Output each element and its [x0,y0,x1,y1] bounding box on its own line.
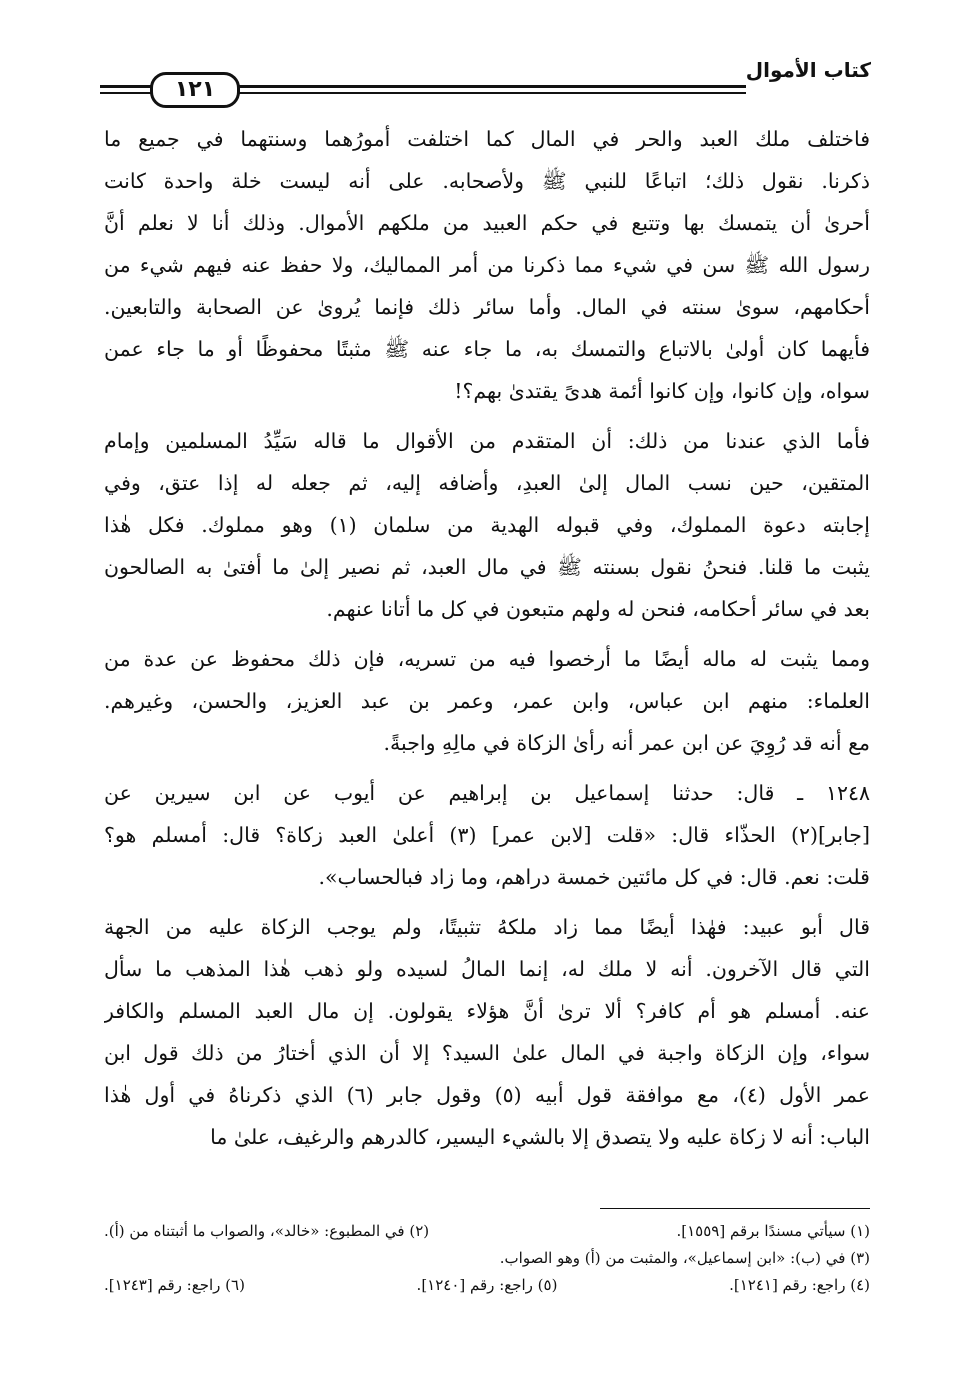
text-line: سواء، وإن الزكاة واجبة في المال علىٰ السيد؟ إلا أن الذي أختارُ من ذلك قول ابن [104,1041,870,1065]
text-line: أحكامهم، سوىٰ سنته في المال. وأما سائر ذلك فإنما يُروىٰ عن الصحابة والتابعين. [104,295,870,319]
text-line: يثبت ما قلنا. فنحنُ نقول بسنته ﷺ في مال العبد، ثم نصير إلىٰ ما أفتىٰ به الصالحون [104,555,870,579]
footnote-row [104,1272,870,1299]
page-number: ١٢١ [150,72,240,108]
paragraph [104,772,870,898]
paragraph [104,118,870,412]
text-line: عمر الأول (٤)، مع موافقة قول أبيه (٥) وقول جابر (٦) الذي ذكرناهُ في أول هٰذا [104,1083,870,1107]
text-line: أحرىٰ أن يتمسك بها وتتبع في حكم العبيد من ملكهم الأموال. وذلك أنا لا نعلم أنَّ [104,211,870,235]
text-line: بعد في سائر أحكامه، فنحن له ولهم متبعون في كل ما أتانا عنهم. [326,597,870,621]
text-line: فأما الذي عندنا من ذلك: أن المتقدم من الأقوال ما قاله سَيِّدُ المسلمين وإمام [104,429,870,453]
text-line: ١٢٤٨ ـ قال: حدثنا إسماعيل بن إبراهيم عن أيوب عن ابن سيرين عن [104,781,870,805]
footnote: (٣) في (ب): «ابن إسماعيل»، والمثبت من (أ) وهو الصواب. [499,1249,870,1267]
footnote-row [104,1218,870,1245]
text-line: سواه، وإن كانوا، وإن كانوا أئمة هدىً يقتدىٰ بهم؟! [454,379,870,403]
text-line: فأيهما كان أولىٰ بالاتباع والتمسك به، ما جاء عنه ﷺ مثبتًا محفوظًا أو ما جاء عمن [104,337,870,361]
main-text [104,118,870,1166]
text-line: ومما يثبت له ماله أيضًا ما أرخصوا فيه من تسريه، فإن ذلك محفوظ عن عدة من [104,647,870,671]
text-line: فاختلف ملك العبد والحر في المال كما اختلفت أمورُهما وسنتهما في جميع ما [104,127,870,151]
text-line: مع أنه قد رُوِيَ عن ابن عمر أنه رأىٰ الزكاة في مالِهِ واجبةً. [383,731,870,755]
text-line: ذكرنا. نقول ذلك؛ اتباعًا للنبي ﷺ ولأصحابه. على أنه ليست خلة واحدة كانت [104,169,870,193]
text-line: عنه. أمسلم هو أم كافر؟ ألا ترىٰ أنَّ هؤلاء يقولون. إن مال العبد المسلم والكافر [104,999,870,1023]
text-line: قلت: نعم. قال: في كل مائتين خمسة دراهم، وما زاد فبالحساب». [318,865,870,889]
text-line: المتقين، حين نسب المال إلىٰ العبدِ، وأضافه إليه، ثم جعله له إذا عتق، وفي [104,471,870,495]
text-line: قال أبو عبيد: فهٰذا أيضًا مما زاد ملكهُ تثبيتًا، ولم يوجب الزكاة عليه من الجهة [104,915,870,939]
paragraph [104,906,870,1158]
book-title: كتاب الأموال [745,58,871,82]
footnote: (٦) راجع: رقم [١٢٤٣]. [104,1276,245,1294]
text-line: الباب: أنه لا زكاة عليه ولا يتصدق إلا بالشيء اليسير، كالدرهم والرغيف، علىٰ ما [210,1125,870,1149]
text-line: التي قال الآخرون. أنه لا ملك له، إنما المالُ لسيده ولو ذهب هٰذا المذهب ما سأل [104,957,870,981]
footnote: (٤) راجع: رقم [١٢٤١]. [729,1276,870,1294]
paragraph [104,420,870,630]
text-line: العلماء: منهم ابن عباس، وابن عمر، وعمر بن عبد العزيز، والحسن، وغيرهم. [104,689,870,713]
footnotes [104,1218,870,1299]
paragraph [104,638,870,764]
footnote-separator [600,1208,870,1209]
footnote: (٢) في المطبوع: «خالد»، والصواب ما أثبتناه من (أ). [104,1222,430,1240]
text-line: [جابر](٢) الحذّاء قال: «قلت [لابن عمر] (٣) أعلىٰ العبد زكاة؟ قال: أمسلم هو؟ [104,823,870,847]
footnote: (٥) راجع: رقم [١٢٤٠]. [416,1276,558,1294]
text-line: إجابته دعوة المملوك، وفي قبوله الهدية من سلمان (١) وهو مملوك. فكل هٰذا [104,513,870,537]
footnote-row [104,1245,870,1272]
footnote: (١) سيأتي مسندًا برقم [١٥٥٩]. [676,1222,870,1240]
text-line: رسول الله ﷺ سن في شيء مما ذكرنا من أمر المماليك، ولا حفظ عنه فيهم شيء من [104,253,870,277]
page-header [100,58,871,102]
